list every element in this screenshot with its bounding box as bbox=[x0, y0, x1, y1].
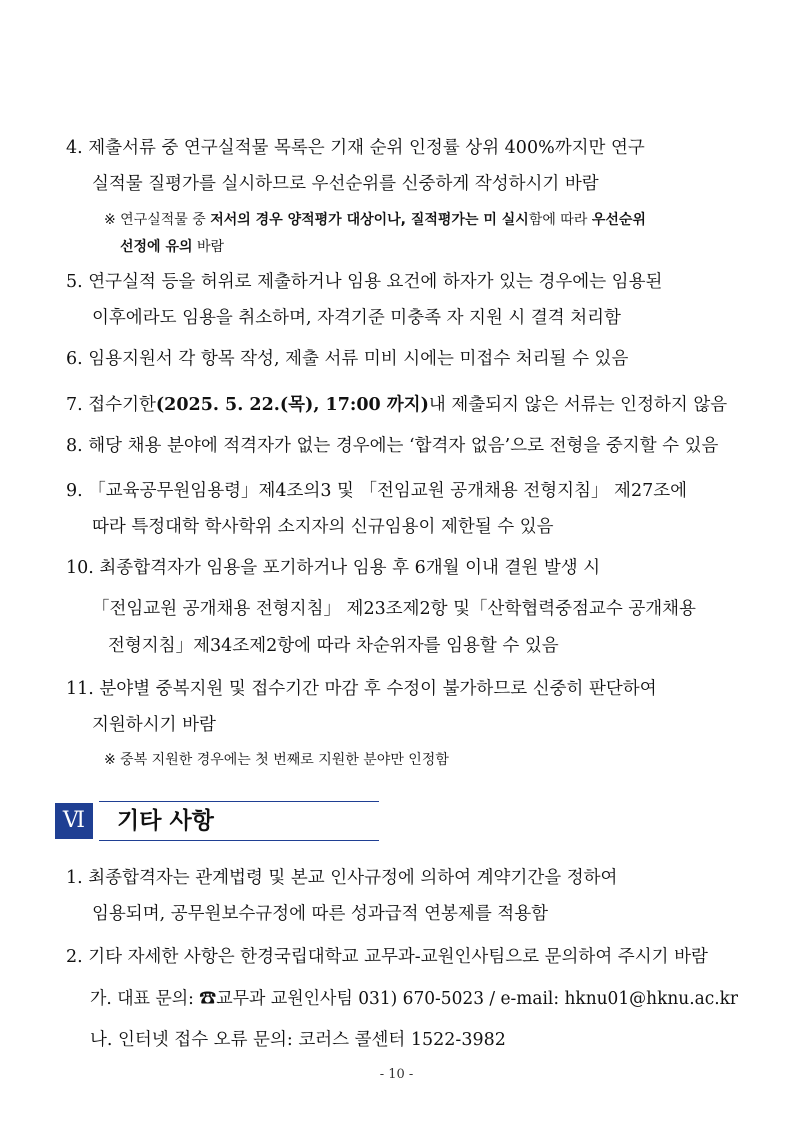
item-4-line-1: 4. 제출서류 중 연구실적물 목록은 기재 순위 인정률 상위 400%까지만 연구 bbox=[66, 138, 645, 158]
section-item-2-line-1: 2. 기타 자세한 사항은 한경국립대학교 교무과-교원인사팀으로 문의하여 주시기 바람 bbox=[66, 947, 708, 967]
item-10-line-3: 전형지침」제34조제2항에 따라 차순위자를 임용할 수 있음 bbox=[108, 636, 559, 656]
item-11-line-2: 지원하시기 바람 bbox=[92, 715, 216, 735]
note-text: 함에 따라 bbox=[528, 212, 592, 228]
item-11-line-1: 11. 분야별 중복지원 및 접수기간 마감 후 수정이 불가하므로 신중히 판단하여 bbox=[66, 679, 657, 699]
section-item-1-line-1: 1. 최종합격자는 관계법령 및 본교 인사규정에 의하여 계약기간을 정하여 bbox=[66, 868, 618, 888]
note-text: ※ 연구실적물 중 bbox=[104, 212, 211, 228]
item-4-note-line-1 bbox=[104, 210, 646, 230]
item-7-text: 내 제출되지 않은 서류는 인정하지 않음 bbox=[428, 395, 728, 415]
section-rule-top bbox=[99, 801, 379, 802]
item-9-line-1: 9. 「교육공무원임용령」제4조의3 및 「전임교원 공개채용 전형지침」 제27조에 bbox=[66, 481, 688, 501]
note-emphasis: 우선순위 bbox=[591, 212, 646, 228]
item-7-text: 7. 접수기한 bbox=[66, 395, 156, 415]
note-emphasis: 저서의 경우 양적평가 대상이나, 질적평가는 미 실시 bbox=[210, 212, 529, 228]
item-5-line-2: 이후에라도 임용을 취소하며, 자격기준 미충족 자 지원 시 결격 처리함 bbox=[92, 308, 621, 328]
error-contact-line: 나. 인터넷 접수 오류 문의: 코러스 콜센터 1522-3982 bbox=[90, 1030, 506, 1050]
item-11-note: ※ 중복 지원한 경우에는 첫 번째로 지원한 분야만 인정함 bbox=[104, 752, 449, 768]
item-10-line-2: 「전임교원 공개채용 전형지침」 제23조제2항 및「산학협력중점교수 공개채용 bbox=[92, 599, 696, 619]
item-8-line-1: 8. 해당 채용 분야에 적격자가 없는 경우에는 ‘합격자 없음’으로 전형을 중지할 수 있음 bbox=[66, 436, 719, 456]
item-9-line-2: 따라 특정대학 학사학위 소지자의 신규임용이 제한될 수 있음 bbox=[92, 517, 554, 537]
item-4-note-line-2 bbox=[120, 237, 224, 257]
page-number: - 10 - bbox=[379, 1067, 414, 1082]
note-text: 바람 bbox=[192, 239, 224, 255]
deadline-text: (2025. 5. 22.(목), 17:00 까지) bbox=[155, 395, 429, 415]
note-emphasis: 선정에 유의 bbox=[120, 239, 193, 255]
section-number-badge: Ⅵ bbox=[55, 803, 93, 839]
item-6-line-1: 6. 임용지원서 각 항목 작성, 제출 서류 미비 시에는 미접수 처리될 수 있음 bbox=[66, 349, 629, 369]
section-rule-bottom bbox=[99, 840, 379, 841]
section-title: 기타 사항 bbox=[117, 808, 214, 834]
section-header bbox=[55, 799, 379, 843]
section-item-1-line-2: 임용되며, 공무원보수규정에 따른 성과급적 연봉제를 적용함 bbox=[92, 904, 548, 924]
item-5-line-1: 5. 연구실적 등을 허위로 제출하거나 임용 요건에 하자가 있는 경우에는 임용된 bbox=[66, 272, 663, 292]
item-4-line-2: 실적물 질평가를 실시하므로 우선순위를 신중하게 작성하시기 바람 bbox=[92, 174, 599, 194]
item-10-line-1: 10. 최종합격자가 임용을 포기하거나 임용 후 6개월 이내 결원 발생 시 bbox=[66, 558, 601, 578]
item-7-line-1 bbox=[66, 393, 727, 417]
contact-line: 가. 대표 문의: ☎교무과 교원인사팀 031) 670-5023 / e-mail: hknu01@hknu.ac.kr bbox=[90, 989, 739, 1009]
